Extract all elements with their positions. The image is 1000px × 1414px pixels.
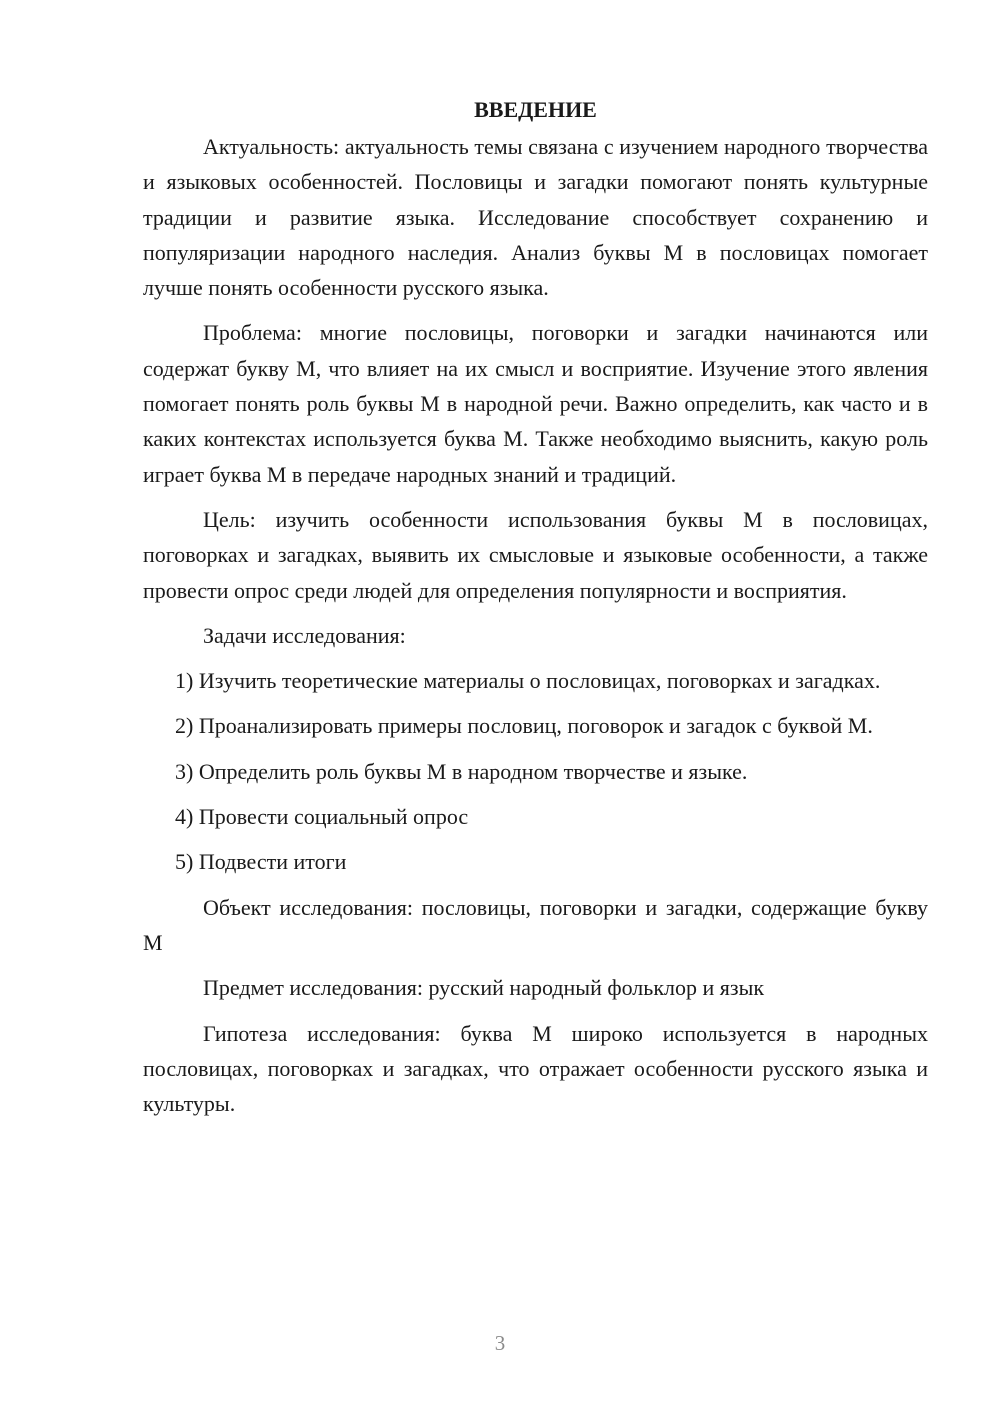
document-page	[143, 92, 928, 1131]
task-item-3: 3) Определить роль буквы М в народном творчестве и языке.	[175, 758, 748, 784]
page-number: 3	[494, 1331, 506, 1355]
problem-paragraph: Проблема: многие пословицы, поговорки и загадки начинаются или содержат букву М, что влияет на их смысл и восприятие. Изучение этого явления помогает понять роль буквы М в народной речи. Важно определить, как часто и в каких контекстах используется буква М. Также необходимо выяснить, какую роль играет буква М в передаче народных знаний и традиций.	[143, 320, 928, 487]
page-title: ВВЕДЕНИЕ	[474, 97, 597, 122]
task-item-2: 2) Проанализировать примеры пословиц, поговорок и загадок с буквой М.	[175, 713, 873, 739]
hypothesis-paragraph: Гипотеза исследования: буква М широко используется в народных пословицах, поговорках и загадках, что отражает особенности русского языка и культуры.	[143, 1020, 928, 1117]
object-paragraph: Объект исследования: пословицы, поговорки и загадки, содержащие букву М	[143, 894, 928, 955]
task-item-5: 5) Подвести итоги	[175, 849, 347, 875]
goal-paragraph: Цель: изучить особенности использования буквы М в пословицах, поговорках и загадках, выявить их смысловые и языковые особенности, а также провести опрос среди людей для определения популярности и восприятия.	[143, 506, 928, 603]
task-item-4: 4) Провести социальный опрос	[175, 804, 469, 830]
tasks-title: Задачи исследования:	[203, 622, 406, 648]
relevance-paragraph: Актуальность: актуальность темы связана с изучением народного творчества и языковых особенностей. Пословицы и загадки помогают понять культурные традиции и развитие языка. Исследование способствует сохранению и популяризации народного наследия. Анализ буквы М в пословицах помогает лучше понять особенности русского языка.	[143, 134, 928, 301]
subject-paragraph: Предмет исследования: русский народный фольклор и язык	[203, 975, 765, 1001]
task-item-1: 1) Изучить теоретические материалы о пословицах, поговорках и загадках.	[175, 668, 881, 694]
